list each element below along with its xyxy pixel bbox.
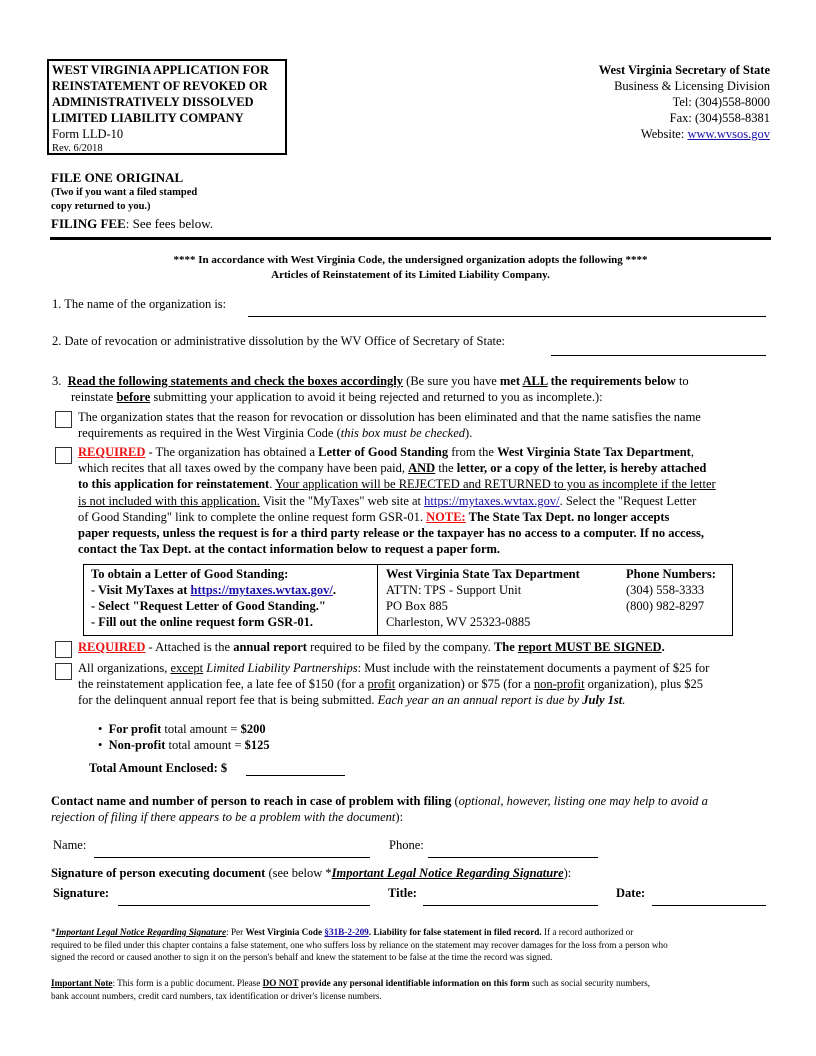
- sos-fax: Fax: (304)558-8381: [669, 111, 770, 125]
- text-line: [91, 582, 336, 598]
- mytaxes-link[interactable]: https://mytaxes.wvtax.gov/: [190, 583, 333, 597]
- tax-dept-info-table: [83, 564, 733, 636]
- text: submitting your application to avoid it being rejected and returned to you as incomplete.):: [150, 390, 603, 404]
- mytaxes-link[interactable]: https://mytaxes.wvtax.gov/: [424, 493, 560, 508]
- text-line: [78, 509, 716, 525]
- intro-line: **** In accordance with West Virginia Code, the undersigned organization adopts the following ****: [173, 254, 648, 266]
- question-3: [52, 373, 689, 405]
- text: ).: [465, 426, 473, 440]
- text-line: [51, 977, 650, 990]
- text: All organizations,: [78, 661, 171, 675]
- text: The State Tax Dept. no longer accepts: [465, 509, 670, 524]
- text: such as social security numbers,: [529, 978, 650, 988]
- total-enclosed-label: Total Amount Enclosed: $: [89, 761, 228, 775]
- contact-name-field[interactable]: [94, 857, 370, 858]
- text: West Virginia State Tax Department: [386, 567, 580, 581]
- contact-name-label: Name:: [53, 838, 87, 852]
- text: except: [170, 661, 204, 675]
- title-label: Title:: [388, 886, 417, 900]
- text: the: [435, 461, 457, 476]
- text: ALL: [522, 374, 548, 388]
- question-3-line: [52, 373, 689, 389]
- text: To obtain a Letter of Good Standing:: [91, 567, 289, 581]
- text: met: [499, 374, 523, 388]
- text-line: • For profit total amount = $200: [98, 722, 266, 736]
- signature-field[interactable]: [118, 905, 370, 906]
- checkbox-name-requirements[interactable]: [55, 411, 72, 428]
- text: organization) or $75 (for a: [395, 677, 534, 692]
- text: Letter of Good Standing: [318, 445, 449, 459]
- organization-name-field[interactable]: [248, 316, 766, 317]
- text: the requirements below: [547, 374, 676, 388]
- text: Charleston, WV 25323-0885: [386, 615, 531, 629]
- text: profit: [367, 677, 396, 692]
- form-number: Form LLD-10: [52, 127, 124, 141]
- text: .: [332, 583, 337, 597]
- required-label: REQUIRED: [78, 640, 146, 654]
- form-revision: Rev. 6/2018: [52, 143, 103, 154]
- text: provide any personal identifiable information on this form: [298, 978, 530, 988]
- required-label: REQUIRED: [78, 445, 146, 459]
- contact-section: [51, 793, 708, 825]
- sos-tel: Tel: (304)558-8000: [672, 95, 770, 109]
- file-one-original: FILE ONE ORIGINAL: [51, 170, 184, 185]
- text: Phone Numbers:: [626, 567, 716, 581]
- contact-phone-field[interactable]: [428, 857, 598, 858]
- sos-name: West Virginia Secretary of State: [598, 63, 770, 77]
- text: - Attached is the: [145, 640, 234, 654]
- text: bank account numbers, credit card numbers, tax identification or driver's license numbers.: [51, 990, 382, 1001]
- date-field[interactable]: [652, 905, 766, 906]
- text: (Be sure you have: [403, 374, 500, 388]
- text-line: [78, 493, 716, 509]
- text: Limited Liability Partnerships: [206, 661, 358, 675]
- filing-info: [51, 170, 213, 232]
- text: The organization states that the reason for revocation or dissolution has been eliminated and that the name satisfies the name: [78, 410, 701, 424]
- text: signed the record or caused another to sign it on the person's behalf and knew the statement to be false at the time the record was signed.: [51, 952, 553, 962]
- signature-heading: Signature of person executing document: [51, 866, 266, 880]
- text: optional, however, listing one may help to avoid a: [458, 794, 708, 808]
- text: : Per: [226, 927, 246, 937]
- text: which recites that all taxes owed by the company have been paid,: [78, 461, 409, 476]
- text: ,: [690, 445, 694, 459]
- text: ):: [563, 866, 572, 880]
- sos-website-label: Website:: [640, 127, 688, 141]
- total-enclosed-field[interactable]: [246, 775, 345, 776]
- text: letter, or a copy of the letter, is hereby attached: [456, 461, 707, 476]
- text: : Must include with the reinstatement documents a payment of $25 for: [357, 661, 710, 675]
- text: report MUST BE SIGNED: [517, 640, 662, 654]
- text: rejection of filing if there appears to be a problem with the document: [51, 810, 396, 824]
- text-line: • Non-profit total amount = $125: [98, 738, 270, 752]
- text: . Select the "Request Letter: [559, 493, 697, 508]
- form-title-line: LIMITED LIABILITY COMPANY: [52, 111, 244, 125]
- checkbox-annual-report[interactable]: [55, 641, 72, 658]
- text-line: [78, 676, 709, 692]
- text: West Virginia State Tax Department: [497, 445, 691, 459]
- checkbox-fees[interactable]: [55, 663, 72, 680]
- text: total amount =: [165, 738, 245, 752]
- text: the reinstatement application fee, a late fee of $150 (for a: [78, 677, 368, 692]
- text: annual report: [233, 640, 307, 654]
- text: Important Legal Notice Regarding Signature: [55, 927, 227, 937]
- two-copies-note: (Two if you want a filed stamped: [51, 187, 198, 198]
- two-copies-note: copy returned to you.): [51, 201, 151, 212]
- text: Your application will be REJECTED and RETURNED to you as incomplete if the letter: [275, 477, 716, 492]
- header-divider: [50, 237, 771, 240]
- text: .: [622, 693, 626, 708]
- checkbox-letter-good-standing[interactable]: [55, 447, 72, 464]
- text: from the: [448, 445, 498, 459]
- date-label: Date:: [616, 886, 646, 900]
- text: (see below *: [265, 866, 332, 880]
- text: required to be filed by the company.: [306, 640, 494, 654]
- fee-totals: [98, 721, 270, 753]
- tax-dept-phones: [626, 566, 716, 614]
- signature-heading-row: [51, 866, 571, 881]
- text: .: [269, 477, 275, 492]
- text: (: [451, 794, 459, 808]
- checkbox-4-text: [78, 660, 709, 709]
- tax-dept-address: [386, 566, 580, 630]
- text: required to be filed under this chapter contains a false statement, one who suffers loss by reliance on the statement may recover damages for the loss from a person who: [51, 939, 668, 950]
- text: : This form is a public document. Please: [112, 978, 263, 988]
- text: West Virginia Code: [245, 927, 323, 937]
- text-line: [78, 476, 716, 492]
- text: Important Note: [51, 978, 113, 988]
- signature-label: Signature:: [53, 886, 110, 900]
- obtain-instructions: [91, 566, 336, 630]
- form-title-box: [47, 59, 287, 155]
- revocation-date-field[interactable]: [551, 355, 766, 356]
- question-2-label: 2. Date of revocation or administrative dissolution by the WV Office of Secretary of State:: [52, 334, 506, 348]
- form-title-line: ADMINISTRATIVELY DISSOLVED: [52, 95, 254, 109]
- text: is not included with this application.: [78, 493, 260, 508]
- question-3-instruction: Read the following statements and check the boxes accordingly: [67, 374, 404, 388]
- filing-fee-label: FILING FEE: [51, 216, 126, 231]
- form-title-line: REINSTATEMENT OF REVOKED OR: [52, 79, 268, 93]
- text: total amount =: [161, 722, 241, 736]
- text: organization), plus $25: [584, 677, 704, 692]
- text: Each year an an annual report is due by: [377, 693, 583, 708]
- question-3-number: 3.: [52, 374, 62, 388]
- legal-notice: [51, 926, 769, 964]
- text: - Visit MyTaxes at: [91, 583, 191, 597]
- text: PO Box 885: [386, 599, 448, 613]
- text: to this application for reinstatement: [78, 477, 270, 492]
- text: of Good Standing" link to complete the online request form GSR-01.: [78, 509, 427, 524]
- question-1-label: 1. The name of the organization is:: [52, 297, 227, 311]
- sos-header: [599, 62, 770, 142]
- note-label: NOTE:: [426, 509, 466, 524]
- filing-fee-text: : See fees below.: [125, 216, 214, 231]
- title-field[interactable]: [423, 905, 598, 906]
- for-profit-total: $200: [240, 722, 266, 736]
- checkbox-1-text: [78, 409, 701, 441]
- filing-fee: [51, 216, 213, 232]
- text-line: [78, 460, 716, 476]
- text: .: [661, 640, 665, 654]
- text: For profit: [108, 722, 162, 736]
- text-line: [78, 692, 709, 708]
- question-3-line: [52, 389, 689, 405]
- text: for the delinquent annual report fee that is being submitted.: [78, 693, 378, 708]
- text-line: [78, 660, 709, 676]
- text: DO NOT: [262, 978, 299, 988]
- sos-website-row: [599, 126, 770, 142]
- text: requirements as required in the West Virginia Code (: [78, 426, 341, 440]
- text-line: [51, 809, 708, 825]
- text-line: [78, 425, 701, 441]
- text: non-profit: [533, 677, 585, 692]
- text: July 1st: [582, 693, 623, 708]
- text: *: [51, 927, 56, 937]
- contact-phone-label: Phone:: [389, 838, 424, 852]
- non-profit-total: $125: [244, 738, 270, 752]
- text-line: [78, 444, 716, 460]
- text-line: [51, 793, 708, 809]
- text: . Liability for false statement in filed record.: [368, 927, 542, 937]
- text: before: [116, 390, 151, 404]
- checkbox-2-text: [78, 444, 716, 557]
- intro-text: [50, 253, 771, 283]
- text: paper requests, unless the request is for a third party release or the taxpayer has no access to a computer. If no access,: [78, 526, 705, 541]
- text-line: [51, 926, 769, 939]
- text: AND: [408, 461, 436, 476]
- text: Non-profit: [108, 738, 166, 752]
- text: contact the Tax Dept. at the contact information below to request a paper form.: [78, 542, 501, 557]
- contact-heading: Contact name and number of person to reach in case of problem with filing: [51, 794, 452, 808]
- text: Visit the "MyTaxes" web site at: [259, 493, 425, 508]
- sos-website-link[interactable]: www.wvsos.gov: [687, 127, 770, 141]
- text: reinstate: [71, 390, 117, 404]
- text: ):: [395, 810, 404, 824]
- text: (304) 558-3333: [626, 583, 705, 597]
- text: - The organization has obtained a: [145, 445, 319, 459]
- checkbox-3-text: [78, 639, 665, 655]
- form-title-line: WEST VIRGINIA APPLICATION FOR: [52, 63, 270, 77]
- text: (800) 982-8297: [626, 599, 705, 613]
- text: The: [493, 640, 518, 654]
- text: this box must be checked: [340, 426, 466, 440]
- intro-line: Articles of Reinstatement of its Limited Liability Company.: [271, 269, 550, 281]
- text: to: [675, 374, 689, 388]
- text: ATTN: TPS - Support Unit: [386, 583, 522, 597]
- text: - Select "Request Letter of Good Standing.": [91, 599, 326, 613]
- text: Important Legal Notice Regarding Signature: [331, 866, 564, 880]
- code-section-link[interactable]: §31B-2-209: [324, 927, 369, 937]
- important-note: [51, 977, 650, 1002]
- text: - Fill out the online request form GSR-01.: [91, 615, 313, 629]
- table-divider: [377, 565, 378, 635]
- sos-division: Business & Licensing Division: [614, 79, 770, 93]
- text: If a record authorized or: [541, 927, 634, 937]
